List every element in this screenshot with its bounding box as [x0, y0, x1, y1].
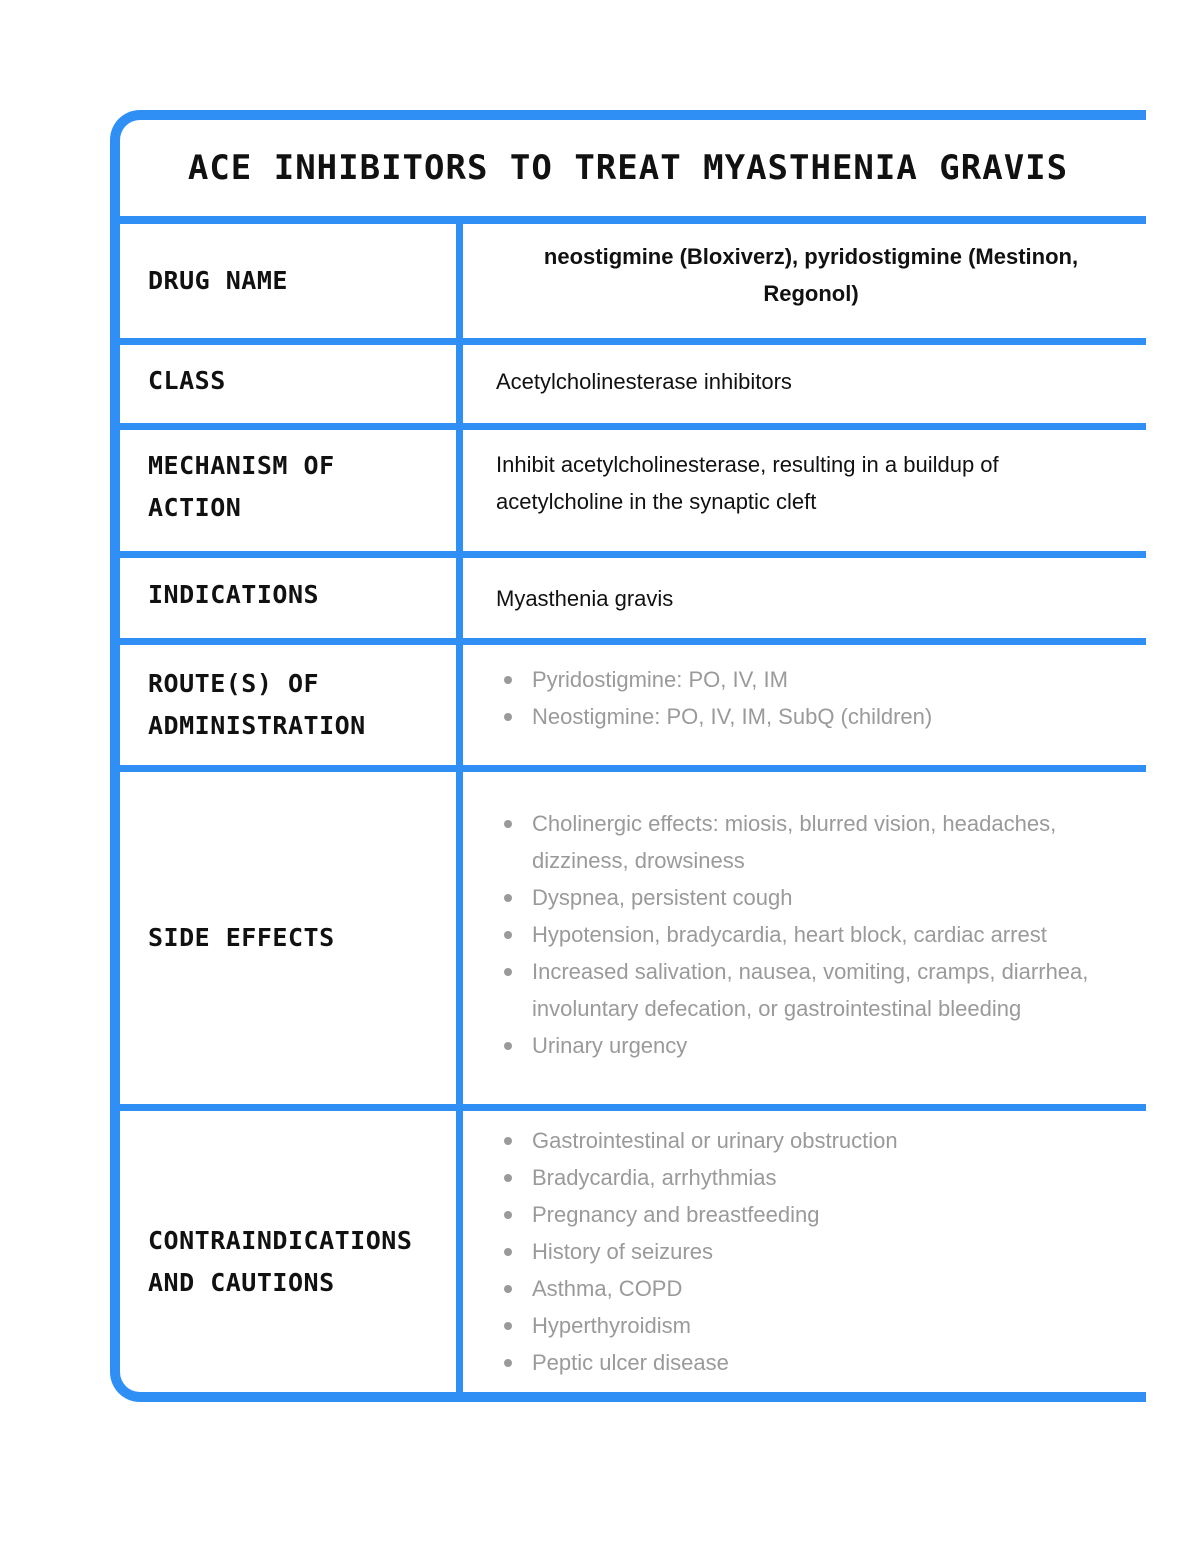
title-row: [120, 120, 1146, 224]
row-value: Acetylcholinesterase inhibitors: [496, 368, 792, 394]
row-value: Inhibit acetylcholinesterase, resulting in a buildup of acetylcholine in the synaptic cleft: [496, 451, 999, 514]
drug-table-card: [110, 110, 1146, 1402]
value-cell: [470, 1111, 1146, 1402]
row-value: neostigmine (Bloxiverz), pyridostigmine (Mestinon, Regonol): [543, 244, 1079, 306]
row-label: MECHANISM OF ACTION: [148, 450, 335, 522]
list-item: Peptic ulcer disease: [496, 1344, 898, 1381]
row-side-effects: [120, 772, 1146, 1111]
label-cell: [120, 345, 463, 423]
label-cell: [120, 1111, 463, 1402]
row-mechanism: [120, 430, 1146, 558]
list-item: Hypotension, bradycardia, heart block, cardiac arrest: [496, 916, 1116, 953]
row-label: SIDE EFFECTS: [148, 923, 335, 952]
value-cell: [470, 430, 1146, 551]
list-item: Cholinergic effects: miosis, blurred vision, headaches, dizziness, drowsiness: [496, 805, 1116, 879]
row-indications: [120, 558, 1146, 645]
row-label: INDICATIONS: [148, 580, 320, 609]
row-routes: [120, 645, 1146, 772]
list-item: History of seizures: [496, 1233, 898, 1270]
row-drug-name: [120, 224, 1146, 345]
list-item: Bradycardia, arrhythmias: [496, 1159, 898, 1196]
list-item: Hyperthyroidism: [496, 1307, 898, 1344]
table-title: ACE INHIBITORS TO TREAT MYASTHENIA GRAVIS: [187, 148, 1069, 188]
list-item: Urinary urgency: [496, 1027, 1116, 1064]
row-label: CONTRAINDICATIONS AND CAUTIONS: [148, 1225, 413, 1297]
label-cell: [120, 772, 463, 1104]
list-item: Gastrointestinal or urinary obstruction: [496, 1122, 898, 1159]
value-cell: [470, 645, 1146, 765]
list-item: Pregnancy and breastfeeding: [496, 1196, 898, 1233]
value-cell: [470, 345, 1146, 423]
contraindications-list: [496, 1122, 898, 1381]
row-label: DRUG NAME: [148, 266, 288, 295]
value-cell: [470, 772, 1146, 1104]
row-value: Myasthenia gravis: [496, 585, 674, 611]
label-cell: [120, 645, 463, 765]
routes-list: [496, 661, 932, 735]
value-cell: [470, 224, 1146, 338]
row-class: [120, 345, 1146, 430]
list-item: Pyridostigmine: PO, IV, IM: [496, 661, 932, 698]
value-cell: [470, 558, 1146, 638]
side-effects-list: [496, 805, 1116, 1064]
row-label: CLASS: [148, 366, 226, 395]
row-contraindications: [120, 1111, 1146, 1402]
row-label: ROUTE(S) OF ADMINISTRATION: [148, 669, 366, 740]
list-item: Dyspnea, persistent cough: [496, 879, 1116, 916]
list-item: Asthma, COPD: [496, 1270, 898, 1307]
label-cell: [120, 430, 463, 551]
label-cell: [120, 224, 463, 338]
list-item: Increased salivation, nausea, vomiting, cramps, diarrhea, involuntary defecation, or gastrointestinal bleeding: [496, 953, 1116, 1027]
label-cell: [120, 558, 463, 638]
list-item: Neostigmine: PO, IV, IM, SubQ (children): [496, 698, 932, 735]
